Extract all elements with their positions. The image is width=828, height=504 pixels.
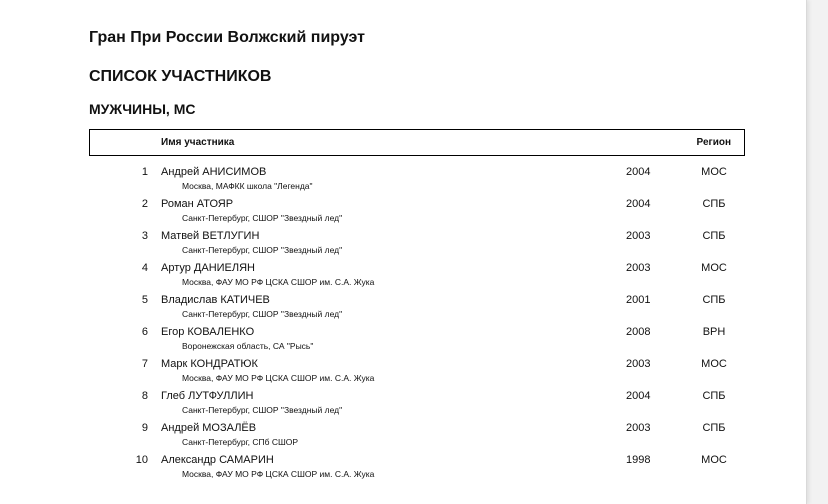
- participant-name: Глеб ЛУТФУЛЛИН: [161, 390, 254, 402]
- participant-name: Егор КОВАЛЕНКО: [161, 326, 255, 338]
- participant-club: Санкт-Петербург, СШОР "Звездный лед": [182, 309, 343, 319]
- table-row: [0, 262, 806, 294]
- table-row: [0, 390, 806, 422]
- participant-year: 2008: [626, 326, 651, 338]
- participant-year: 2004: [626, 390, 651, 402]
- row-number: 6: [141, 326, 148, 338]
- table-row: [0, 358, 806, 390]
- participant-club: Санкт-Петербург, СШОР "Звездный лед": [182, 405, 343, 415]
- table-row: [0, 326, 806, 358]
- table-row: [0, 230, 806, 262]
- participant-club: Санкт-Петербург, СШОР "Звездный лед": [182, 213, 343, 223]
- participant-year: 2003: [626, 230, 651, 242]
- participant-name: Матвей ВЕТЛУГИН: [161, 230, 260, 242]
- document-subtitle: СПИСОК УЧАСТНИКОВ: [89, 68, 272, 85]
- header-name: Имя участника: [161, 137, 235, 148]
- participant-club: Москва, МАФКК школа "Легенда": [182, 181, 313, 191]
- participant-name: Андрей АНИСИМОВ: [161, 166, 267, 178]
- table-row: [0, 166, 806, 198]
- row-number: 10: [135, 454, 148, 466]
- participant-region: СПБ: [702, 294, 726, 306]
- participant-name: Марк КОНДРАТЮК: [161, 358, 258, 370]
- participant-club: Воронежская область, СА "Рысь": [182, 341, 314, 351]
- table-row: [0, 294, 806, 326]
- participant-year: 2004: [626, 166, 651, 178]
- row-number: 8: [141, 390, 148, 402]
- participant-region: СПБ: [702, 422, 726, 434]
- row-number: 5: [141, 294, 148, 306]
- participant-region: МОС: [701, 454, 727, 466]
- participant-name: Артур ДАНИЕЛЯН: [161, 262, 256, 274]
- participant-region: МОС: [701, 166, 727, 178]
- participant-name: Андрей МОЗАЛЁВ: [161, 422, 257, 434]
- header-region: Регион: [696, 137, 731, 148]
- participant-year: 2001: [626, 294, 651, 306]
- participant-name: Александр САМАРИН: [161, 454, 274, 466]
- participant-club: Санкт-Петербург, СШОР "Звездный лед": [182, 245, 343, 255]
- participant-year: 2003: [626, 262, 651, 274]
- participant-name: Роман АТОЯР: [161, 198, 234, 210]
- table-header: [89, 129, 745, 156]
- document-title: Гран При России Волжский пируэт: [89, 29, 366, 46]
- participant-region: СПБ: [702, 230, 726, 242]
- participant-club: Москва, ФАУ МО РФ ЦСКА СШОР им. С.А. Жука: [182, 373, 375, 383]
- category-heading: МУЖЧИНЫ, МС: [89, 101, 196, 117]
- participant-region: СПБ: [702, 198, 726, 210]
- participant-club: Москва, ФАУ МО РФ ЦСКА СШОР им. С.А. Жука: [182, 277, 375, 287]
- participant-region: МОС: [701, 262, 727, 274]
- participant-year: 2004: [626, 198, 651, 210]
- participant-club: Санкт-Петербург, СПб СШОР: [182, 437, 299, 447]
- participants-list: [0, 166, 806, 486]
- participant-region: МОС: [701, 358, 727, 370]
- participant-year: 2003: [626, 422, 651, 434]
- table-row: [0, 454, 806, 486]
- participant-year: 1998: [626, 454, 651, 466]
- row-number: 9: [141, 422, 148, 434]
- participant-name: Владислав КАТИЧЕВ: [161, 294, 270, 306]
- participant-club: Москва, ФАУ МО РФ ЦСКА СШОР им. С.А. Жука: [182, 469, 375, 479]
- row-number: 1: [141, 166, 148, 178]
- participant-region: СПБ: [702, 390, 726, 402]
- row-number: 3: [141, 230, 148, 242]
- table-row: [0, 422, 806, 454]
- table-row: [0, 198, 806, 230]
- row-number: 2: [141, 198, 148, 210]
- participant-region: ВРН: [702, 326, 726, 338]
- row-number: 7: [141, 358, 148, 370]
- row-number: 4: [141, 262, 148, 274]
- participant-year: 2003: [626, 358, 651, 370]
